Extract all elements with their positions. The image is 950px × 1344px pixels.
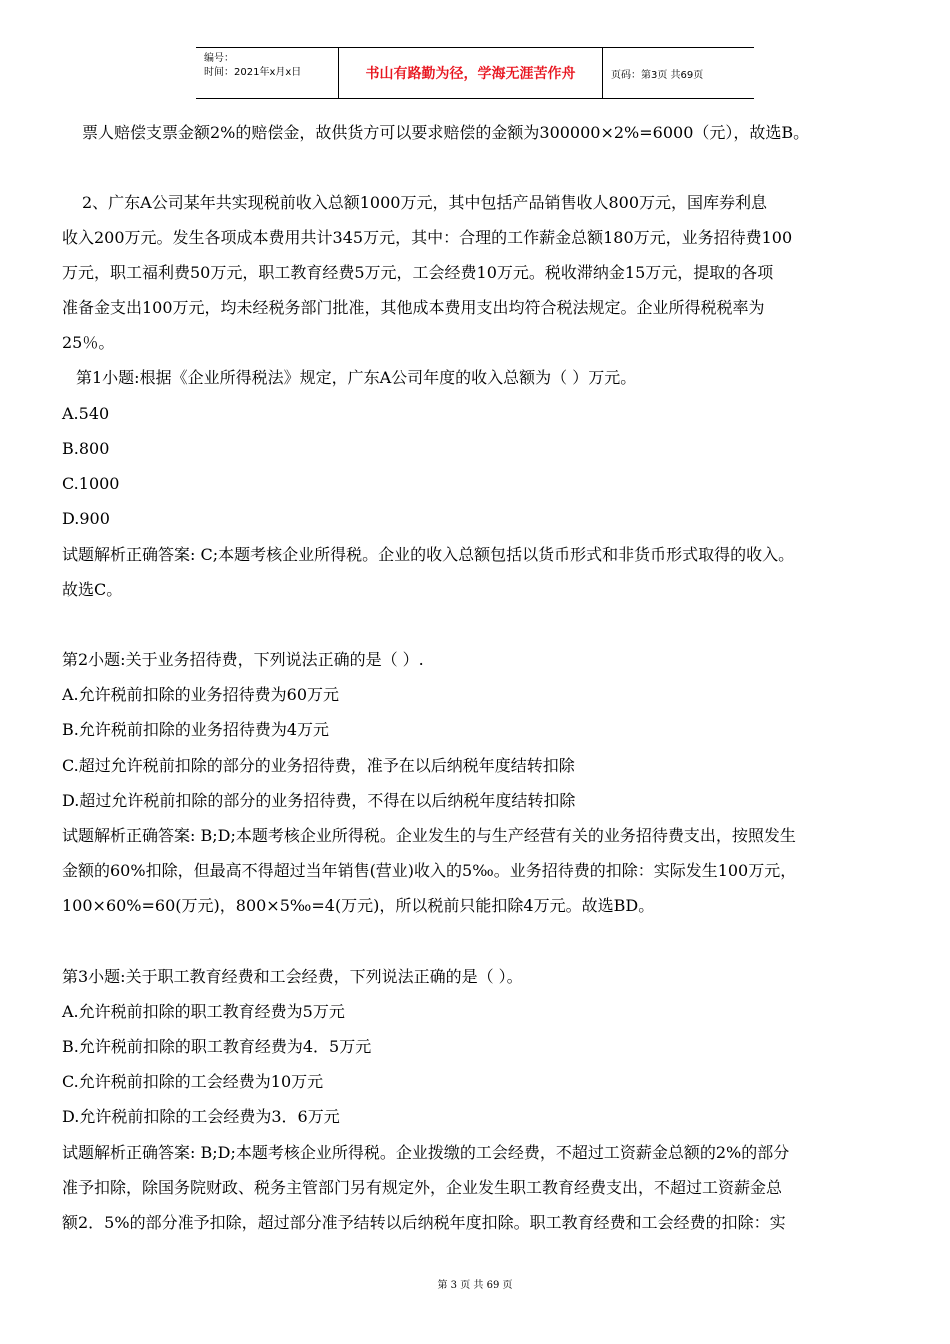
text-line: 万元，职工福利费50万元，职工教育经费5万元，工会经费10万元。税收滞纳金15万元，提取的各项 xyxy=(62,263,774,282)
option-c: C.1000 xyxy=(62,474,120,493)
subquestion-1-title: 第1小题:根据《企业所得税法》规定，广东A公司年度的收入总额为（ ）万元。 xyxy=(76,368,637,387)
answer-analysis-line: 试题解析正确答案: C;本题考核企业所得税。企业的收入总额包括以货币形式和非货币形式取得的收入。 xyxy=(62,545,795,564)
answer-analysis-line: 故选C。 xyxy=(62,580,123,599)
answer-analysis-line: 试题解析正确答案: B;D;本题考核企业所得税。企业发生的与生产经营有关的业务招待费支出，按照发生 xyxy=(62,826,796,845)
option-b: B.允许税前扣除的业务招待费为4万元 xyxy=(62,720,330,739)
option-a: A.允许税前扣除的业务招待费为60万元 xyxy=(62,685,340,704)
option-b: B.允许税前扣除的职工教育经费为4．5万元 xyxy=(62,1037,372,1056)
option-c: C.超过允许税前扣除的部分的业务招待费，准予在以后纳税年度结转扣除 xyxy=(62,756,575,775)
text-line: 25％。 xyxy=(62,333,115,352)
option-b: B.800 xyxy=(62,439,110,458)
text-line: 准备金支出100万元，均未经税务部门批准，其他成本费用支出均符合税法规定。企业所得税税率为 xyxy=(62,298,765,317)
subquestion-2-title: 第2小题:关于业务招待费，下列说法正确的是（ ）. xyxy=(62,650,424,669)
answer-analysis-line: 金额的60%扣除，但最高不得超过当年销售(营业)收入的5‰。业务招待费的扣除：实际发生100万元， xyxy=(62,861,797,880)
option-a: A.允许税前扣除的职工教育经费为5万元 xyxy=(62,1002,345,1021)
subquestion-3-title: 第3小题:关于职工教育经费和工会经费，下列说法正确的是（ ）。 xyxy=(62,967,523,986)
answer-analysis-line: 准予扣除，除国务院财政、税务主管部门另有规定外，企业发生职工教育经费支出，不超过工资薪金总 xyxy=(62,1178,783,1197)
document-time-label: 时间：2021年x月x日 xyxy=(204,67,302,78)
header-motto: 书山有路勤为径，学海无涯苦作舟 xyxy=(339,48,603,98)
header-meta-cell xyxy=(196,48,339,98)
option-d: D.超过允许税前扣除的部分的业务招待费，不得在以后纳税年度结转扣除 xyxy=(62,791,576,810)
option-c: C.允许税前扣除的工会经费为10万元 xyxy=(62,1072,324,1091)
page-footer: 第 3 页 共 69 页 xyxy=(437,1280,513,1291)
page-header-table xyxy=(196,47,754,99)
question-2-intro-line: 2、广东A公司某年共实现税前收入总额1000万元，其中包括产品销售收人800万元，国库券利息 xyxy=(82,193,767,212)
header-page-label: 页码：第3页 共69页 xyxy=(611,69,704,81)
option-a: A.540 xyxy=(62,404,110,423)
answer-analysis-line: 100×60%=60(万元)，800×5‰=4(万元)，所以税前只能扣除4万元。故选BD。 xyxy=(62,896,655,915)
option-d: D.允许税前扣除的工会经费为3．6万元 xyxy=(62,1107,340,1126)
document-number-label: 编号： xyxy=(204,53,234,64)
answer-analysis-line: 试题解析正确答案: B;D;本题考核企业所得税。企业拨缴的工会经费，不超过工资薪金总额的2%的部分 xyxy=(62,1143,790,1162)
text-line: 票人赔偿支票金额2%的赔偿金，故供货方可以要求赔偿的金额为300000×2%=6000（元），故选B。 xyxy=(82,123,810,142)
answer-analysis-line: 额2．5%的部分准予扣除，超过部分准予结转以后纳税年度扣除。职工教育经费和工会经费的扣除：实 xyxy=(62,1213,786,1232)
text-line: 收入200万元。发生各项成本费用共计345万元，其中：合理的工作薪金总额180万元，业务招待费100 xyxy=(62,228,793,247)
option-d: D.900 xyxy=(62,509,110,528)
